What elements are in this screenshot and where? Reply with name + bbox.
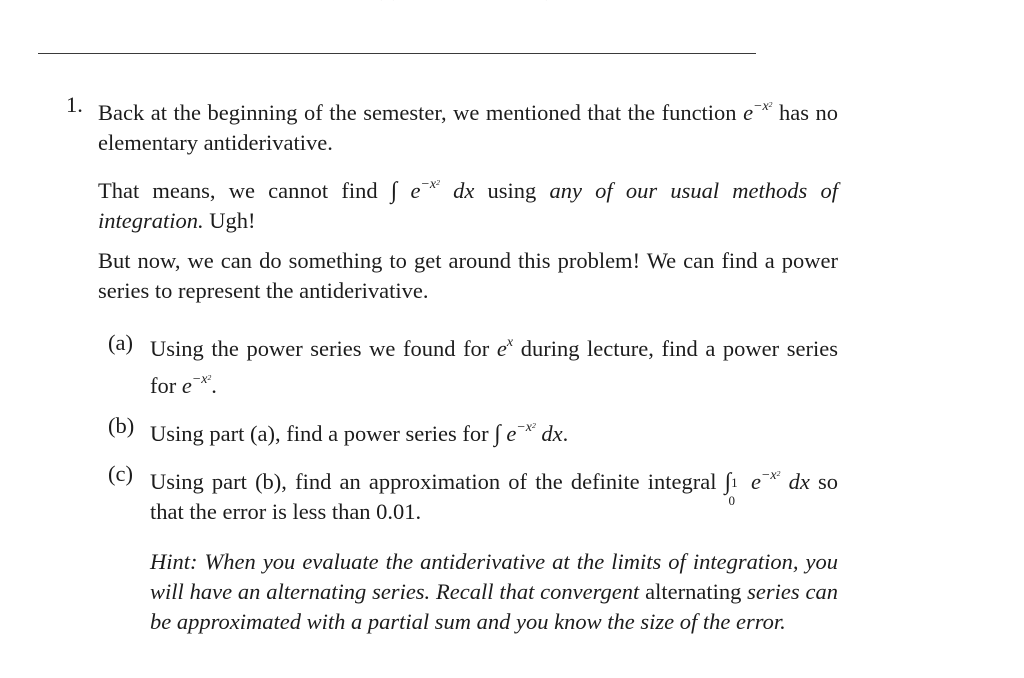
integral-lower-limit: 0 <box>728 493 736 509</box>
subpart-c-math-dx: dx <box>780 468 810 494</box>
p2-text-using: using <box>474 177 550 203</box>
problem-1 <box>66 90 846 647</box>
problem-paragraph-2 <box>98 168 838 236</box>
problem-paragraph-3: But now, we can do something to get around this problem! We can find a power series to represent the antiderivative. <box>98 247 838 303</box>
cropped-text-fragment <box>300 0 600 2</box>
subpart-a-math-e2: e <box>181 373 192 399</box>
subpart-c-text: Using part (b), find an approximation of the definite integral <box>150 468 725 494</box>
problem-body <box>98 90 838 637</box>
subparts-list <box>108 328 838 527</box>
subpart-a-math-e: e <box>496 335 507 361</box>
subpart-b-text: Using part (a), find a power series for <box>150 421 495 446</box>
subpart-b-end: . <box>562 421 569 446</box>
subpart-b-math-e: e <box>506 421 517 446</box>
horizontal-rule <box>38 53 756 54</box>
intro-math-e: e <box>743 99 754 125</box>
problem-intro <box>98 90 838 158</box>
hint-text: When you evaluate the antiderivative at the limits of integration, you will have an alternating series. Recall that convergent <box>150 548 838 604</box>
subpart-a <box>108 328 838 402</box>
hint-paragraph <box>150 547 838 637</box>
hint-label: Hint: <box>150 548 198 574</box>
integral-sign: ∫ <box>494 421 501 447</box>
subpart-c-math-e: e <box>751 468 761 494</box>
subpart-a-text-2: during lecture, find a power series for <box>150 335 838 399</box>
subpart-a-math-exponent-2: −x2 <box>191 372 212 388</box>
hint-text-2: series can be approximated with a partial sum and you know the size of the error. <box>150 578 838 634</box>
intro-text: Back at the beginning of the semester, we mentioned that the function <box>98 99 737 125</box>
intro-math-exponent: −x2 <box>753 99 773 115</box>
intro-text-2: has no elementary antiderivative. <box>98 99 838 155</box>
p2-math-e: e <box>410 177 421 203</box>
subpart-a-text: Using the power series we found for <box>150 335 497 361</box>
subpart-a-math-exponent: x <box>506 334 514 350</box>
integral-sign: ∫ <box>390 177 398 204</box>
subpart-a-label: (a) <box>108 329 133 355</box>
subpart-b-label: (b) <box>108 413 135 439</box>
problem-number: 1. <box>66 92 83 117</box>
subpart-b-math-exponent: −x2 <box>516 420 536 436</box>
p2-text-end: Ugh! <box>203 207 256 233</box>
subpart-b-math-dx: dx <box>535 421 563 446</box>
integral-sign: ∫ <box>724 468 732 495</box>
subpart-c-math-exponent: −x2 <box>761 468 781 484</box>
subpart-a-end: . <box>211 373 217 399</box>
p2-math-exponent: −x2 <box>420 176 440 192</box>
p2-text: That means, we cannot find <box>98 177 391 203</box>
subpart-c-text-2: so that the error is less than 0.01. <box>150 468 838 524</box>
p2-emphasis: any of our usual methods of integration. <box>98 177 838 233</box>
p2-math-dx: dx <box>439 177 475 203</box>
subpart-b <box>108 411 838 449</box>
integral-upper-limit: 1 <box>731 475 738 490</box>
subpart-c-label: (c) <box>108 461 133 486</box>
subpart-c <box>108 459 838 527</box>
hint-text-upright: alternating <box>645 578 742 604</box>
